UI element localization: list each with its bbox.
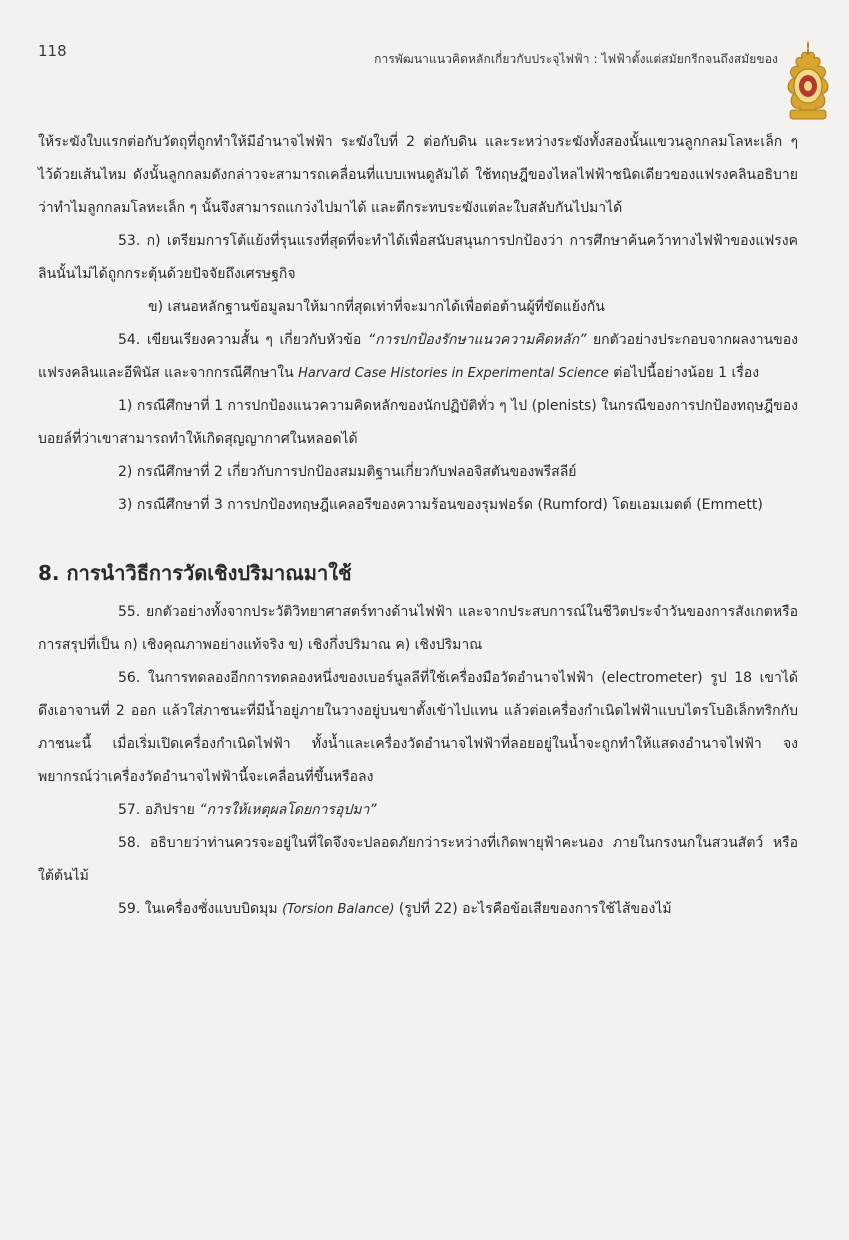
- page-header: [38, 38, 778, 68]
- question-59: [38, 893, 798, 926]
- question-58: 58. อธิบายว่าท่านควรจะอยู่ในที่ใดจึงจะปลอดภัยกว่าระหว่างที่เกิดพายุฟ้าคะนอง ภายในกรงนกในสวนสัตว์ หรือใต้ต้นไม้: [38, 835, 798, 884]
- torsion-balance-term: (Torsion Balance): [282, 902, 395, 917]
- university-seal-icon: [776, 40, 840, 124]
- question-54-text: 54. เขียนเรียงความสั้น ๆ เกี่ยวกับหัวข้อ: [118, 332, 368, 348]
- question-54-text-end: ต่อไปนี้อย่างน้อย 1 เรื่อง: [608, 365, 760, 381]
- page-body: [38, 126, 798, 926]
- question-57-topic: “การให้เหตุผลโดยการอุปมา”: [199, 802, 377, 818]
- question-54: [38, 324, 798, 390]
- page-number: 118: [38, 42, 67, 60]
- question-59-text-end: (รูปที่ 22) อะไรคือข้อเสียของการใช้ไส้ของไม้: [394, 901, 672, 917]
- question-53b: ข) เสนอหลักฐานข้อมูลมาให้มากที่สุดเท่าที่จะมากได้เพื่อต่อต้านผู้ที่ขัดแย้งกัน: [148, 299, 605, 315]
- case-study-1: 1) กรณีศึกษาที่ 1 การปกป้องแนวความคิดหลักของนักปฏิบัติทั่ว ๆ ไป (plenists) ในกรณีของการปกป้องทฤษฎีของบอยล์ที่ว่าเขาสามารถทำให้เกิดสุญญากาศในหลอดได้: [38, 398, 798, 447]
- question-53a: 53. ก) เตรียมการโต้แย้งที่รุนแรงที่สุดที่จะทำได้เพื่อสนับสนุนการปกป้องว่า การศึกษาค้นคว้าทางไฟฟ้าของแฟรงคลินนั้นไม่ได้ถูกกระตุ้นด้วยปัจจัยถึงเศรษฐกิจ: [38, 233, 798, 282]
- book-title: Harvard Case Histories in Experimental Science: [298, 366, 609, 381]
- question-59-text: 59. ในเครื่องชั่งแบบบิดมุม: [118, 901, 283, 917]
- running-title: การพัฒนาแนวคิดหลักเกี่ยวกับประจุไฟฟ้า : ไฟฟ้าตั้งแต่สมัยกรีกจนถึงสมัยของ: [374, 52, 778, 66]
- question-55: 55. ยกตัวอย่างทั้งจากประวัติวิทยาศาสตร์ทางด้านไฟฟ้า และจากประสบการณ์ในชีวิตประจำวันของการสังเกตหรือการสรุปที่เป็น ก) เชิงคุณภาพอย่างแท้จริง ข) เชิงกึ่งปริมาณ ค) เชิงปริมาณ: [38, 604, 798, 653]
- case-study-3: 3) กรณีศึกษาที่ 3 การปกป้องทฤษฎีแคลอรีของความร้อนของรุมฟอร์ด (Rumford) โดยเอมเมตต์ (Emmett): [118, 497, 763, 513]
- section-heading: 8. การนำวิธีการวัดเชิงปริมาณมาใช้: [38, 561, 352, 585]
- paragraph-continued: ให้ระฆังใบแรกต่อกับวัตถุที่ถูกทำให้มีอำนาจไฟฟ้า ระฆังใบที่ 2 ต่อกับดิน และระหว่างระฆังทั้งสองนั้นแขวนลูกกลมโลหะเล็ก ๆ ไว้ด้วยเส้นไหม ดังนั้นลูกกลมดังกล่าวจะสามารถเคลื่อนที่แบบเพนดูลัมได้ ใช้ทฤษฎีของไหลไฟฟ้าชนิดเดียวของแฟรงคลินอธิบายว่าทำไมลูกกลมโลหะเล็ก ๆ นั้นจึงสามารถแกว่งไปมาได้ และตีกระทบระฆังแต่ละใบสลับกันไปมาได้: [38, 134, 798, 216]
- case-study-2: 2) กรณีศึกษาที่ 2 เกี่ยวกับการปกป้องสมมติฐานเกี่ยวกับฟลอจิสตันของพรีสลีย์: [118, 464, 577, 480]
- question-54-topic: “การปกป้องรักษาแนวความคิดหลัก”: [367, 332, 587, 348]
- question-57: [38, 794, 798, 827]
- question-54-text-mid: ยกตัวอย่างประกอบจากผลงานของแฟรงคลินและอีพินัส และจากกรณีศึกษาใน: [38, 332, 798, 381]
- question-57-text: 57. อภิปราย: [118, 802, 200, 818]
- question-56: 56. ในการทดลองอีกการทดลองหนึ่งของเบอร์นูลลีที่ใช้เครื่องมือวัดอำนาจไฟฟ้า (electrometer) รูป 18 เขาได้ดึงเอาจานที่ 2 ออก แล้วใส่ภาชนะที่มีน้ำอยู่ภายในวางอยู่บนขาตั้งเข้าไปแทน แล้วต่อเครื่องกำเนิดไฟฟ้าแบบไตรโบอิเล็กทริกกับภาชนะนี้ เมื่อเริ่มเปิดเครื่องกำเนิดไฟฟ้า ทั้งน้ำและเครื่องวัดอำนาจไฟฟ้าที่ลอยอยู่ในน้ำจะถูกทำให้แสดงอำนาจไฟฟ้า จงพยากรณ์ว่าเครื่องวัดอำนาจไฟฟ้านี้จะเคลื่อนที่ขึ้นหรือลง: [38, 670, 798, 785]
